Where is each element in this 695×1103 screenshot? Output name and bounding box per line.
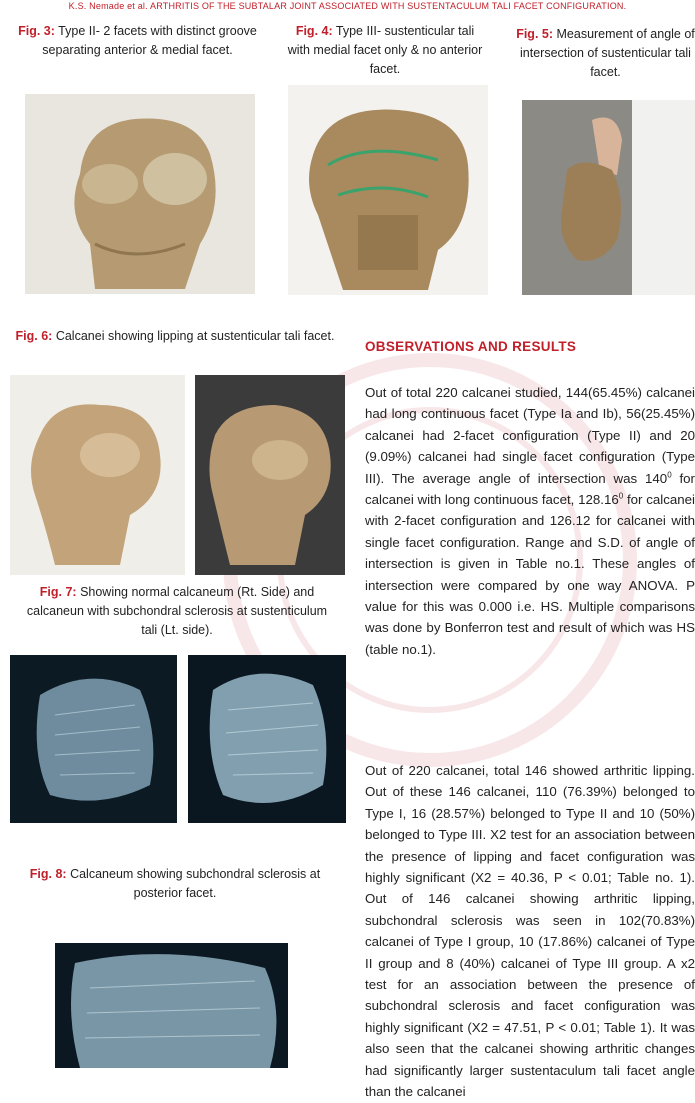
fig3-text: Type II- 2 facets with distinct groove separating anterior & medial facet. (42, 24, 257, 57)
fig4-photo (288, 85, 488, 295)
results-paragraph-1 (365, 382, 695, 660)
fig6-photo-left (10, 375, 185, 575)
results-paragraph-2: Out of 220 calcanei, total 146 showed arthritic lipping. Out of these 146 calcanei, 110 (76.39%) belonged to Type I, 16 (28.57%) belonged to Type II and 10 (50%) belonged to Type III. X2 test for an association between the presence of lipping and facet configuration was highly significant (X2 = 40.36, P < 0.01; Table no. 1). Out of 146 calcanei showing arthritic lipping, subchondral sclerosis was seen in 102(70.83%) calcanei of Type I group, 10 (17.86%) calcanei of Type II group and 8 (40%) calcanei of Type III group. A x2 test for an association between the presence of subchondral sclerosis and facet configuration was highly significant (X2 = 47.51, P < 0.01; Table 1). It was also seen that the calcanei showing arthritic changes had significantly larger sustentaculum tali facet angle than the calcanei (365, 763, 695, 1100)
fig5-photo (522, 100, 695, 295)
fig7-label: Fig. 7: (39, 585, 77, 599)
fig5-text: Measurement of angle of intersection of sustenticular tali facet. (520, 27, 695, 79)
fig4-caption (285, 22, 485, 79)
fig8-caption (10, 865, 340, 903)
fig6-label: Fig. 6: (15, 329, 53, 343)
fig3-caption (10, 22, 265, 60)
fig6-photo-right (195, 375, 345, 575)
fig6-text: Calcanei showing lipping at sustenticular tali facet. (55, 329, 335, 343)
fig3-label: Fig. 3: (18, 24, 55, 38)
fig6-caption (10, 327, 340, 346)
fig7-caption (18, 583, 336, 640)
degree-sup-1: 0 (667, 470, 672, 480)
fig4-label: Fig. 4: (295, 24, 333, 38)
fig7-text: Showing normal calcaneum (Rt. Side) and calcaneun with subchondral sclerosis at sustenticulum tali (Lt. side). (26, 585, 328, 637)
section-title: OBSERVATIONS AND RESULTS (365, 339, 577, 354)
paragraph-1-part-c: for calcanei with 2-facet configuration and 126.12 for calcanei with single facet configuration. Range and S.D. of angle of intersection is given in Table no.1. These angles of intersection were compared by one way ANOVA. P value for this was 0.000 i.e. HS. Multiple comparisons was done by Bonferron test and result of which was HS (table no.1). (365, 492, 695, 657)
fig5-caption (516, 25, 695, 82)
fig4-text: Type III- sustenticular tali with medial facet only & no anterior facet. (287, 24, 483, 76)
fig8-text: Calcaneum showing subchondral sclerosis at posterior facet. (70, 867, 321, 900)
paragraph-1-part-a: Out of total 220 calcanei studied, 144(65.45%) calcanei had long continuous facet (Type Ia and Ib), 56(25.45%) calcanei had 2-facet configuration (Type II) and 20 (9.09%) calcanei had single facet configuration (Type III). The average angle of intersection was 140 (365, 385, 695, 486)
fig8-xray (55, 943, 288, 1068)
fig8-label: Fig. 8: (29, 867, 67, 881)
fig3-photo (25, 94, 255, 294)
paragraph-1-part-b: for calcanei with long continuous facet, 128.16 (365, 470, 695, 508)
degree-sup-2: 0 (618, 491, 624, 501)
fig7-xray-left (10, 655, 177, 823)
fig5-label: Fig. 5: (516, 27, 554, 41)
fig7-xray-right (188, 655, 346, 823)
running-header: K.S. Nemade et al. ARTHRITIS OF THE SUBTALAR JOINT ASSOCIATED WITH SUSTENTACULUM TALI FACET CONFIGURATION. (68, 1, 627, 11)
